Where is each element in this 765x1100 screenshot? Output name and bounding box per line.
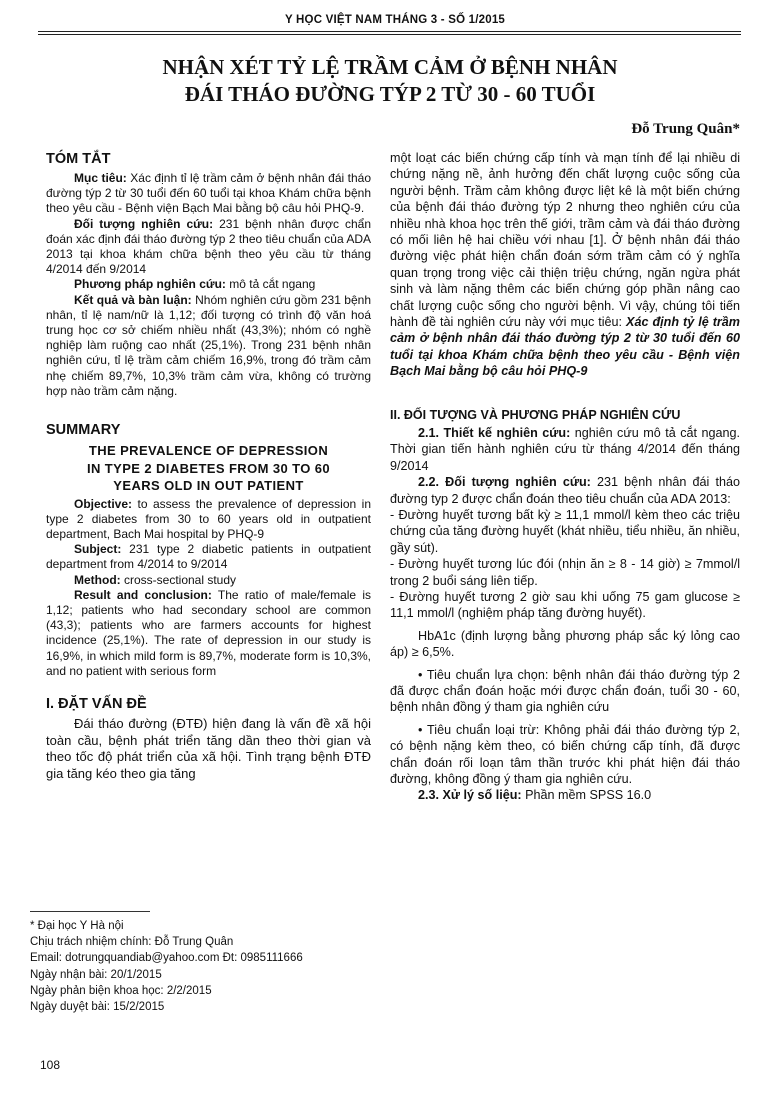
criterion-ogtt: - Đường huyết tương 2 giờ sau khi uống 75 gam glucose ≥ 11,1 mmol/l (nghiệm pháp tăng đường huyết).: [390, 589, 740, 621]
header-rule-thin: [38, 34, 741, 35]
study-aim: Xác định tỷ lệ trầm cảm ở bệnh nhân đái tháo đường týp 2 từ 30 tuổi đến 60 tuổi tại khoa Khám chữa bệnh theo yêu cầu - Bệnh viện Bạch Mai bằng bộ câu hỏi PHQ-9: [390, 315, 740, 379]
exclusion-criteria: • Tiêu chuẩn loại trừ: Không phải đái tháo đường týp 2, có bệnh nặng kèm theo, có biến chứng cấp tính, đã được chẩn đoán rối loạn tâm thần trước khi phát hiện đái tháo đường, không đồng ý tham gia nghiên cứu.: [390, 722, 740, 787]
right-column: [390, 150, 740, 804]
tomtat-method: Phương pháp nghiên cứu: mô tả cắt ngang: [74, 277, 316, 292]
footnote-rule: [30, 911, 150, 912]
summary-objective: Objective: to assess the prevalence of depression in type 2 diabetes from 30 to 60 years old in outpatient department, Bach Mai hospital by PHQ-9: [46, 496, 371, 541]
tomtat-objective: Mục tiêu: Xác định tỉ lệ trầm cảm ở bệnh nhân đái tháo đường týp 2 từ 30 tuổi đến 60 tuổi tại khoa Khám chữa bệnh theo yêu cầu - Bệnh viện Bạch Mai bằng bộ câu hỏi PHQ-9.: [46, 171, 371, 216]
methods-analysis: 2.3. Xử lý số liệu: Phần mềm SPSS 16.0: [418, 788, 652, 803]
footnote-accepted: Ngày duyệt bài: 15/2/2015: [30, 1001, 165, 1014]
summary-subject: Subject: 231 type 2 diabetic patients in outpatient department from 4/2014 to 9/2014: [46, 542, 371, 572]
footnote-email: Email: dotrungquandiab@yahoo.com Đt: 0985111666: [30, 952, 303, 965]
page-number: 108: [40, 1058, 61, 1072]
methods-design: 2.1. Thiết kế nghiên cứu: nghiên cứu mô tả cắt ngang. Thời gian tiến hành nghiên cứu từ tháng 4/2014 đến tháng 9/2014: [390, 425, 740, 473]
footnote-review: Ngày phản biện khoa học: 2/2/2015: [30, 984, 212, 997]
author: Đỗ Trung Quân*: [631, 121, 740, 137]
methods-heading: II. ĐỐI TƯỢNG VÀ PHƯƠNG PHÁP NGHIÊN CỨU: [390, 407, 681, 422]
header-rule: [38, 31, 741, 32]
article-title: [40, 54, 740, 108]
summary-title: THE PREVALENCE OF DEPRESSION IN TYPE 2 DIABETES FROM 30 TO 60 YEARS OLD IN OUT PATIENT: [86, 443, 330, 494]
criterion-hba1c: HbA1c (định lượng bằng phương pháp sắc ký lỏng cao áp) ≥ 6,5%.: [390, 628, 740, 660]
tomtat-subjects: Đối tượng nghiên cứu: 231 bệnh nhân được chẩn đoán xác định đái tháo đường týp 2 theo tiêu chuẩn của ADA 2013 tại khoa khám chữa bệnh theo yêu cầu từ tháng 4/2014 đến 9/2014: [46, 216, 371, 277]
footnote-responsible: Chịu trách nhiệm chính: Đỗ Trung Quân: [30, 936, 234, 949]
criterion-fasting-glucose: - Đường huyết tương lúc đói (nhịn ăn ≥ 8 - 14 giờ) ≥ 7mmol/l trong 2 buổi sáng liên tiếp.: [390, 557, 740, 588]
footnote-received: Ngày nhận bài: 20/1/2015: [30, 968, 162, 981]
inclusion-criteria: • Tiêu chuẩn lựa chọn: bệnh nhân đái tháo đường týp 2 đã được chẩn đoán hoặc mới được chẩn đoán, tuổi 30 - 60, bệnh nhân đồng ý tham gia nghiên cứu: [390, 667, 740, 715]
criterion-random-glucose: - Đường huyết tương bất kỳ ≥ 11,1 mmol/l kèm theo các triệu chứng của tăng đường huyết (khát nhiều, tiểu nhiều, ăn nhiều, gầy sút).: [390, 507, 740, 555]
footnote-affiliation: * Đại học Y Hà nội: [30, 920, 124, 932]
tomtat-heading: TÓM TẮT: [46, 151, 111, 167]
title-line-2: ĐÁI THÁO ĐƯỜNG TÝP 2 TỪ 30 - 60 TUỔI: [184, 82, 596, 106]
methods-subjects: 2.2. Đối tượng nghiên cứu: 231 bệnh nhân đái tháo đường typ 2 được chẩn đoán theo tiêu chuẩn của ADA 2013:: [390, 475, 740, 506]
summary-method: Method: cross-sectional study: [74, 572, 237, 587]
intro-paragraph-continued: một loạt các biến chứng cấp tính và mạn tính để lại nhiều di chứng nặng nề, ảnh hưởng đến chất lượng cuộc sống của người bệnh. Trầm cảm không được liệt kê là một biến chứng của bệnh đái tháo đường týp 2 nhưng theo nghiên cứu của nhiều nhà khoa học trên thế giới, trầm cảm và đái tháo đường có mối liên hệ hai chiều với nhau [1]. Ở bệnh nhân đái tháo đường việc phát hiện chẩn đoán sớm trầm cảm có ý nghĩa quan trọng trong việc cải thiện triệu chứng, ngăn ngừa phát sinh và làm nặng thêm các biến chứng góp phần nâng cao chất lượng cuộc sống cho người bệnh. Vì vậy, chúng tôi tiến hành đề tài nghiên cứu này với mục tiêu: Xác định tỷ lệ trầm cảm ở bệnh nhân đái tháo đường týp 2 từ 30 tuổi đến 60 tuổi tại khoa Khám chữa bệnh theo yêu cầu - Bệnh viện Bạch Mai bằng bộ câu hỏi PHQ-9: [390, 151, 740, 379]
summary-result: Result and conclusion: The ratio of male/female is 1,12; patients who had secondary school are common (43,3); patients who are farmers accounts for highest incidence (25,1%). The rate of depression in our study is 16,9%, in which mild form is 89,7%, moderate form is 10,3%, and no patient with serious form: [46, 587, 372, 678]
summary-heading: SUMMARY: [46, 422, 121, 439]
intro-paragraph: Đái tháo đường (ĐTĐ) hiện đang là vấn đề xã hội toàn cầu, bệnh phát triển tăng dần theo thời gian và theo tốc độ phát triển của xã hội. Tình trạng bệnh ĐTĐ gia tăng kéo theo gia tăng: [46, 715, 371, 781]
tomtat-results: Kết quả và bàn luận: Nhóm nghiên cứu gồm 231 bệnh nhân, tỉ lệ nam/nữ là 1,12; đối tượng có trình độ văn hoá trung học cơ sở chiếm nhiều nhất (43,3%); nhóm có nghề nghiệp làm ruộng cao nhất (25,1%). Trong 231 bệnh nhân nghiên cứu, tỉ lệ trầm cảm chiếm 16,9%, trong đó trầm cảm nhẹ chiếm 89,7%, 10,3% trầm cảm vừa, không có trường hợp nào trầm cảm nặng.: [46, 292, 371, 398]
left-column: [46, 150, 371, 782]
running-header: Y HỌC VIỆT NAM THÁNG 3 - SỐ 1/2015: [284, 14, 506, 26]
title-line-1: NHẬN XÉT TỶ LỆ TRẦM CẢM Ở BỆNH NHÂN: [162, 55, 618, 79]
footnote: [30, 918, 370, 1015]
intro-heading: I. ĐẶT VẤN ĐỀ: [46, 695, 147, 712]
